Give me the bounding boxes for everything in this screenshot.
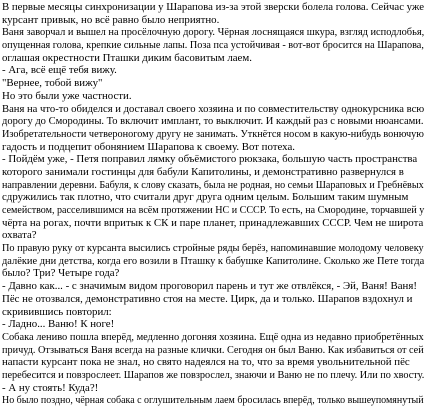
text-line: Ваня на что-то обиделся и доставал своего хозяина и по совместительству однокурсника всю <box>2 102 425 115</box>
text-line: Пёс не отозвался, демонстративно стоя на месте. Цирк, да и только. Шарапов вздохнул и <box>2 292 413 305</box>
text-line: оглашая окрестности Пташки диким басовитым лаем. <box>2 51 252 64</box>
text-line: было? Три? Четыре года? <box>2 267 120 280</box>
text-line: - Пойдём уже, - Петя поправил лямку объёмистого рюкзака, большую часть пространства <box>2 153 418 166</box>
text-line: далёкие дни детства, когда его возили в Пташку к бабушке Капитолине. Сколько же Пете тогда <box>2 254 425 267</box>
text-line: - Ладно... Ваню! К ноге! <box>2 318 115 331</box>
text-line: Ваня заворчал и вышел на просёлочную дорогу. Чёрная лоснящаяся шкура, взгляд исподлобья, <box>2 26 425 39</box>
text-line: - Ага, всё ещё тебя вижу. <box>2 64 117 77</box>
text-line: По правую руку от курсанта высились стройные ряды берёз, напоминавшие молодому человеку <box>2 242 424 255</box>
text-line: напасти курсант пока не знал, но свято надеялся на то, что за время увольнительной пёс <box>2 356 410 369</box>
text-line: скривившись повторил: <box>2 305 112 318</box>
text-line: "Вернее, тобой вижу" <box>2 77 103 90</box>
text-line: курсант привык, но всё равно было неприятно. <box>2 13 220 26</box>
text-line: Но было поздно, чёрная собака с оглушительным лаем бросилась вперёд, только вышеупомянутый <box>2 394 424 407</box>
text-line: - А ну стоять! Куда?! <box>2 381 99 394</box>
text-line: дорогу до Смородины. То включит имплант, то выключит. И каждый раз с новыми нюансами. <box>2 115 424 128</box>
text-line: - Давно как... - с значимым видом проговорил парень и тут же отвлёкся, - Эй, Ваня! Ваня! <box>2 280 417 293</box>
text-line: сдружились так плотно, что считали друг друга одним целым. Большим таким шумным <box>2 191 409 204</box>
text-line: Изобретательности четвероногому другу не занимать. Уткнётся носом в какую-нибудь вонючую <box>2 127 424 140</box>
text-line: Но это были уже частности. <box>2 89 132 102</box>
text-line: причуд. Отзываться Ваня всегда на разные клички. Сегодня он был Ваню. Как избавиться от сей <box>2 343 424 356</box>
text-line: перебесится и повзрослеет. Шарапов же повзрослел, знаючи и Ваню не по плечу. Или по хвосту. <box>2 368 425 381</box>
text-line: гадость и подцепит обонянием Шарапова к своему. Вот потеха. <box>2 140 295 153</box>
text-line: В первые месяцы синхронизации у Шарапова из-за этой зверски болела голова. Сейчас уже <box>2 1 425 13</box>
text-line: опущенная голова, крепкие сильные лапы. Поза пса устойчивая - вот-вот бросится на Шарапова, <box>2 39 424 52</box>
text-line: направлении деревни. Бабуля, к слову сказать, была не родная, но семьи Шараповых и Гребнёвых <box>2 178 424 191</box>
text-line: охвата? <box>2 229 37 242</box>
text-line: семейством, расселившимся на всём протяжении НС и СССР. То есть, на Смородине, торчавшей у <box>2 204 425 216</box>
text-line: которого занимали гостинцы для бабули Капитолины, и демонстративно развернулся в <box>2 165 404 178</box>
text-line: чёрта на рогах, почти впритык к СК и паре планет, принадлежавших СССР. Чем не широта <box>2 216 424 229</box>
text-line: Собака лениво пошла вперёд, медленно догоняя хозяина. Ещё одна из недавно приобретённых <box>2 330 424 343</box>
